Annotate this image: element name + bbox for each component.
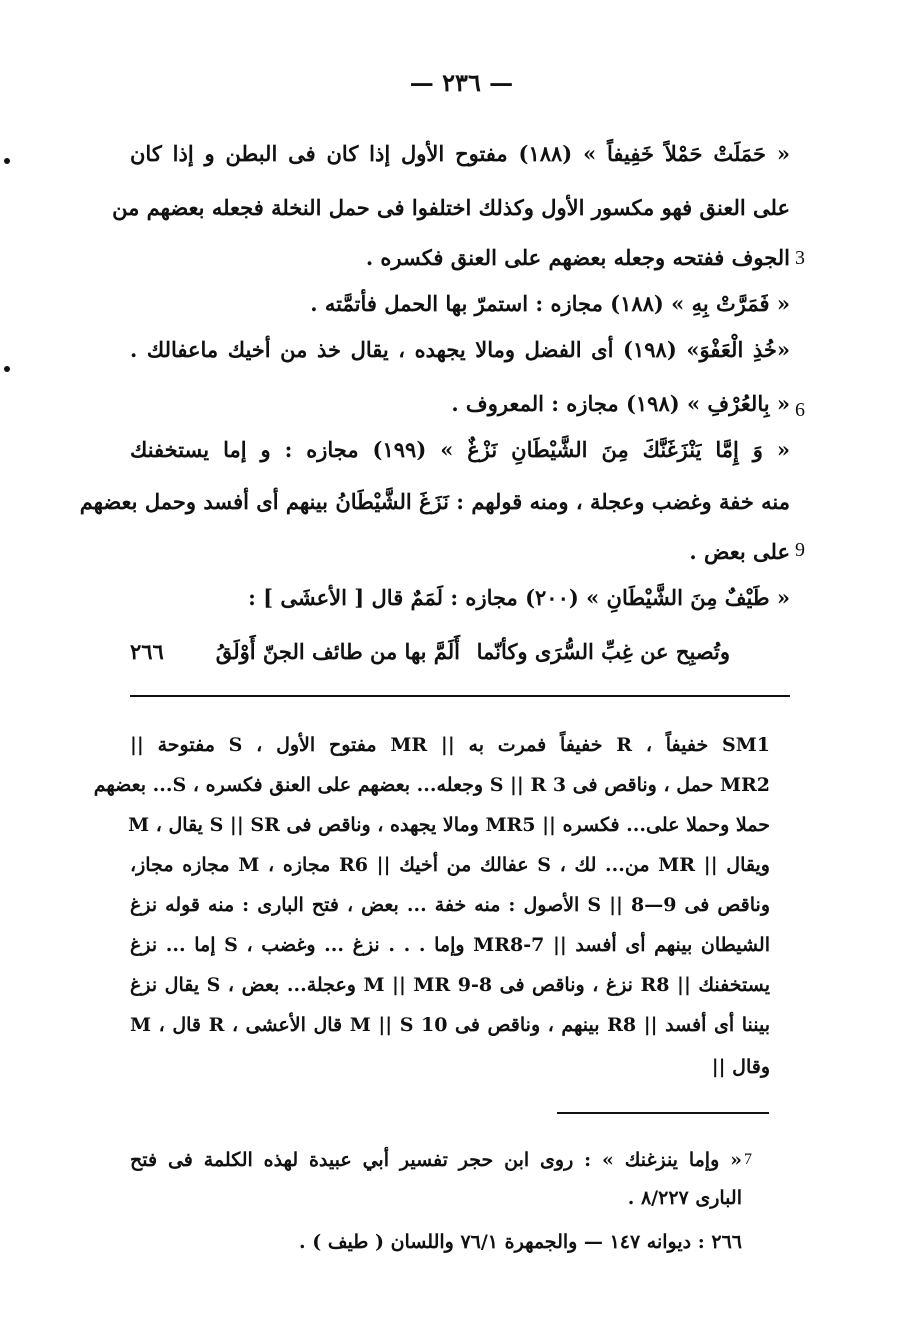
- main-line-9: على بعض .: [689, 539, 790, 564]
- main-line-5: «خُذِ الْعَفْوَ» (١٩٨) أى الفضل ومالا يجهده ، يقال خذ من أخيك ماعفالك .: [130, 337, 790, 362]
- poetry-verse: [130, 632, 730, 672]
- apparatus-line-3: حملا وحملا على... فكسره || MR5 ومالا يجهده ، وناقص فى S || SR يقال ، M: [128, 814, 770, 836]
- main-line-4: « فَمَرَّتْ بِهِ » (١٨٨) مجازه : استمرّ بها الحمل فأتمَّته .: [310, 291, 790, 316]
- line-number-9: 9: [795, 539, 805, 561]
- line-number-3: 3: [795, 247, 805, 269]
- page-number: — ٢٣٦ —: [409, 68, 514, 97]
- apparatus-line-8: بيننا أى أفسد || R8 بينهم ، وناقص فى M || S 10 قال الأعشى ، R قال ، M: [130, 1014, 770, 1036]
- main-line-10: « طَيْفٌ مِنَ الشَّيْطَانِ » (٢٠٠) مجازه : لَمَمٌ قال [ الأعشَى ] :: [248, 585, 790, 610]
- verse-second-hemistich: أَلَمَّ بها من طائف الجنّ أَوْلَقُ: [215, 639, 460, 664]
- apparatus-line-2: MR2 حمل ، وناقص فى S || R 3 وجعله... بعضهم على العنق فكسره ، S... بعضهم: [93, 774, 770, 796]
- note-266: ٢٦٦ : ديوانه ١٤٧ — والجمهرة ٧٦/١ واللسان ( طيف ) .: [299, 1231, 742, 1253]
- note-7-number: 7: [744, 1151, 752, 1168]
- apparatus-line-4: ويقال || MR من... لك ، S عفالك من أخيك || R6 مجازه ، M مجازه مجاز،: [130, 854, 770, 876]
- main-line-2: على العنق فهو مكسور الأول وكذلك اختلفوا فى حمل النخلة فجعله بعضهم من: [112, 195, 790, 220]
- main-text: [79, 0, 790, 700]
- note-7-line-2: البارى ٨/٢٢٧ .: [627, 1187, 742, 1209]
- notes-divider: [557, 1112, 769, 1114]
- main-line-8: منه خفة وغضب وعجلة ، ومنه قولهم : نَزَغَ الشَّيْطَانُ بينهم أى أفسد وحمل بعضهم: [79, 489, 790, 514]
- main-text-divider: [130, 695, 790, 697]
- margin-mark-1: [4, 158, 10, 164]
- line-number-6: 6: [795, 399, 805, 421]
- note-7: [0, 1142, 923, 1222]
- main-line-7: « وَ إِمَّا يَنْزَغَنَّكَ مِنَ الشَّيْطَانِ نَزْغٌ » (١٩٩) مجازه : و إما يستخفنك: [130, 437, 790, 462]
- apparatus-line-9: وقال ||: [711, 1056, 770, 1078]
- apparatus-line-5: وناقص فى S || 8—9 الأصول : منه خفة ... بعض ، فتح البارى : منه قوله نزغ: [130, 894, 771, 916]
- margin-mark-2: [4, 366, 10, 372]
- main-line-1: « حَمَلَتْ حَمْلاً خَفِيفاً » (١٨٨) مفتوح الأول إذا كان فى البطن و إذا كان: [130, 141, 790, 166]
- note-7-line-1: « وإما ينزغنك » : روى ابن حجر تفسير أبي عبيدة لهذه الكلمة فى فتح: [130, 1149, 742, 1171]
- apparatus-line-6: الشيطان بينهم أى أفسد || MR8-7 وإما . . . نزغ ... وغضب ، S إما ... نزغ: [130, 934, 770, 956]
- apparatus-line-7: يستخفنك || R8 نزغ ، وناقص فى M || MR 9-8 وعجلة... بعض ، S يقال نزغ: [130, 974, 770, 996]
- verse-first-hemistich: وتُصبِح عن غِبِّ السُّرَى وكأنّما: [476, 639, 730, 664]
- apparatus-line-1: SM1 خفيفاً ، R خفيفاً فمرت به || MR مفتوح الأول ، S مفتوحة ||: [130, 734, 770, 756]
- verse-number: ٢٦٦: [130, 640, 164, 664]
- main-line-3: الجوف ففتحه وجعله بعضهم على العنق فكسره .: [365, 245, 790, 270]
- main-line-6: « بِالعُرْفِ » (١٩٨) مجازه : المعروف .: [451, 391, 790, 416]
